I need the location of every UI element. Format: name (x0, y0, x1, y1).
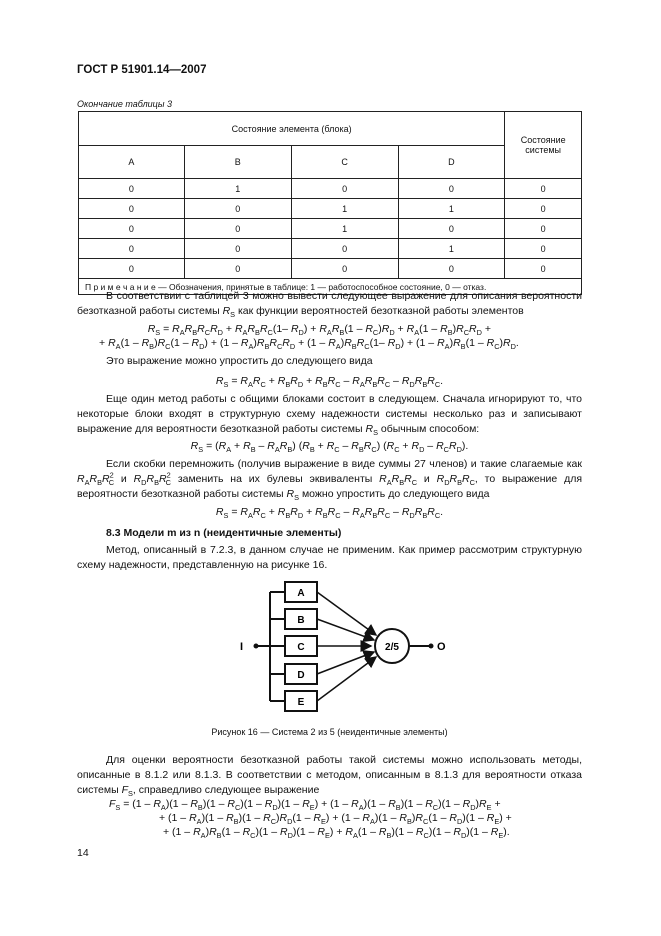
note-prefix: П р и м е ч а н и е (85, 281, 156, 292)
block-e-label: E (297, 697, 305, 708)
cell: 0 (398, 179, 505, 199)
table-row (79, 199, 582, 219)
col-header-d: D (398, 146, 505, 179)
cell: 0 (505, 199, 582, 219)
cell: 0 (398, 219, 505, 239)
table-row (79, 239, 582, 259)
cell: 0 (79, 179, 185, 199)
input-label: I (240, 641, 244, 653)
cell: 1 (398, 239, 505, 259)
cell: 0 (184, 259, 291, 279)
col-header-b: B (184, 146, 291, 179)
figure-caption: Рисунок 16 — Система 2 из 5 (неидентичные элементы) (211, 727, 448, 737)
note-text: — Обозначения, принятые в таблице: 1 — работоспособное состояние, 0 — отказ. (155, 281, 487, 292)
table-row (79, 219, 582, 239)
cell: 1 (184, 179, 291, 199)
block-a-label: A (297, 588, 305, 599)
cell: 0 (505, 259, 582, 279)
cell: 0 (184, 239, 291, 259)
cell: 0 (291, 239, 398, 259)
page-number: 14 (77, 847, 89, 859)
formula-rs-line1: $R_S = R_AR_BR_CR_D + R_AR_BR_C(1-$ $R_D) + R_AR_B(1 - R_C)R_D + R_A(1 - R_B)R_CR_D$ + (147, 323, 491, 338)
cell: 1 (398, 199, 505, 219)
output-label: O (437, 641, 446, 653)
cell: 0 (79, 239, 185, 259)
col-header-c: C (291, 146, 398, 179)
cell: 0 (291, 259, 398, 279)
state-table (78, 111, 582, 295)
cell: 1 (291, 199, 398, 219)
block-b-label: B (297, 615, 305, 626)
paragraph-2: Это выражение можно упростить до следующего вида (106, 355, 373, 367)
formula-fs-line3: + $(1 - R_A)R_B(1 - R_C)(1 - R_D)(1 - R_E) + R_A(1 - R_B)(1 - R_C)(1 - R_D)(1 - R_E)$. (163, 826, 510, 841)
cell: 0 (79, 259, 185, 279)
col-header-a: A (79, 146, 185, 179)
formula-fs-line2: + $(1 - R_A)(1 - R_B)(1 - R_C)R_D(1 - R_E) + (1 - R_A)(1 - R_B)R_C(1 - R_D)(1 - R_E)$ + (159, 812, 512, 827)
formula-rs-line2: + $R_A(1 - R_B)R_C(1 - R_D) + (1 - R_A)R_BR_CR_D + (1 - R_A)R_BR_C(1-$ $R_D) + (1 - R_A)R_B(1 - R_C)R_D$. (99, 337, 519, 352)
system-header: Состояние системы (505, 112, 582, 179)
formula-fs-line1: $F_S = (1 - R_A)(1 - R_B)(1 - R_C)(1 - R_D)(1 - R_E) + (1 - R_A)(1 - R_B)(1 - R_C)(1 - R_D)R_E$ + (109, 798, 501, 813)
table-caption: Окончание таблицы 3 (77, 99, 172, 109)
reliability-block-diagram (230, 578, 450, 718)
block-c-label: C (297, 642, 305, 653)
output-dot (429, 644, 434, 649)
paragraph-4: Если скобки перемножить (получив выражение в виде суммы 27 членов) и такие слагаемые как $R_AR_BR^2_C$ и $R_DR_BR^2_C$ заменить на их булевы эквиваленты $R_AR_BR_C$ и $R_DR_BR_C$, то выражение для вероятности безотказной работы системы $R_S$ можно упростить до следующего вида (77, 458, 583, 503)
paragraph-6: Для оценки вероятности безотказной работы такой системы можно использовать методы, описанные в 8.1.2 или 8.1.3. В соответствии с методом, описанным в 8.1.3 для вероятности отказа системы $F_S$, справедливо следующее выражение (77, 754, 582, 799)
formula-rs-product: $R_S = (R_A + R_B - R_AR_B) (R_B + R_C - R_BR_C) (R_C + R_D - R_CR_D)$. (190, 440, 469, 455)
cell: 0 (398, 259, 505, 279)
document-header: ГОСТ Р 51901.14—2007 (77, 64, 207, 76)
voter-label: 2/5 (385, 642, 399, 653)
cell: 0 (79, 199, 185, 219)
cell: 0 (184, 199, 291, 219)
group-header: Состояние элемента (блока) (79, 112, 505, 146)
paragraph-3: Еще один метод работы с общими блоками состоит в следующем. Сначала игнорируют то, что некоторые блоки входят в структурную схему надежности системы несколько раз и записывают выражение для вероятности безотказной работы системы $R_S$ обычным способом: (77, 393, 582, 438)
table-row (79, 179, 582, 199)
cell: 0 (505, 179, 582, 199)
section-title: 8.3 Модели m из n (неидентичные элементы) (106, 527, 342, 539)
cell: 0 (291, 179, 398, 199)
cell: 0 (79, 219, 185, 239)
cell: 0 (184, 219, 291, 239)
cell: 0 (505, 219, 582, 239)
cell: 1 (291, 219, 398, 239)
input-dot (254, 644, 259, 649)
formula-rs-simplified: $R_S = R_AR_C + R_BR_D + R_BR_C - R_AR_BR_C - R_DR_BR_C$. (215, 375, 444, 390)
table-row (79, 259, 582, 279)
formula-rs-final: $R_S = R_AR_C + R_BR_D + R_BR_C - R_AR_BR_C - R_DR_BR_C$. (215, 506, 444, 521)
paragraph-1: В соответствии с таблицей 3 можно вывести следующее выражение для описания вероятности безотказной работы системы $R_S$ как функции вероятностей безотказной работы элементов (77, 290, 582, 320)
paragraph-5: Метод, описанный в 7.2.3, в данном случае не применим. Как пример рассмотрим структурную схему надежности, представленную на рисунке 16. (77, 544, 582, 571)
block-d-label: D (297, 670, 305, 681)
cell: 0 (505, 239, 582, 259)
